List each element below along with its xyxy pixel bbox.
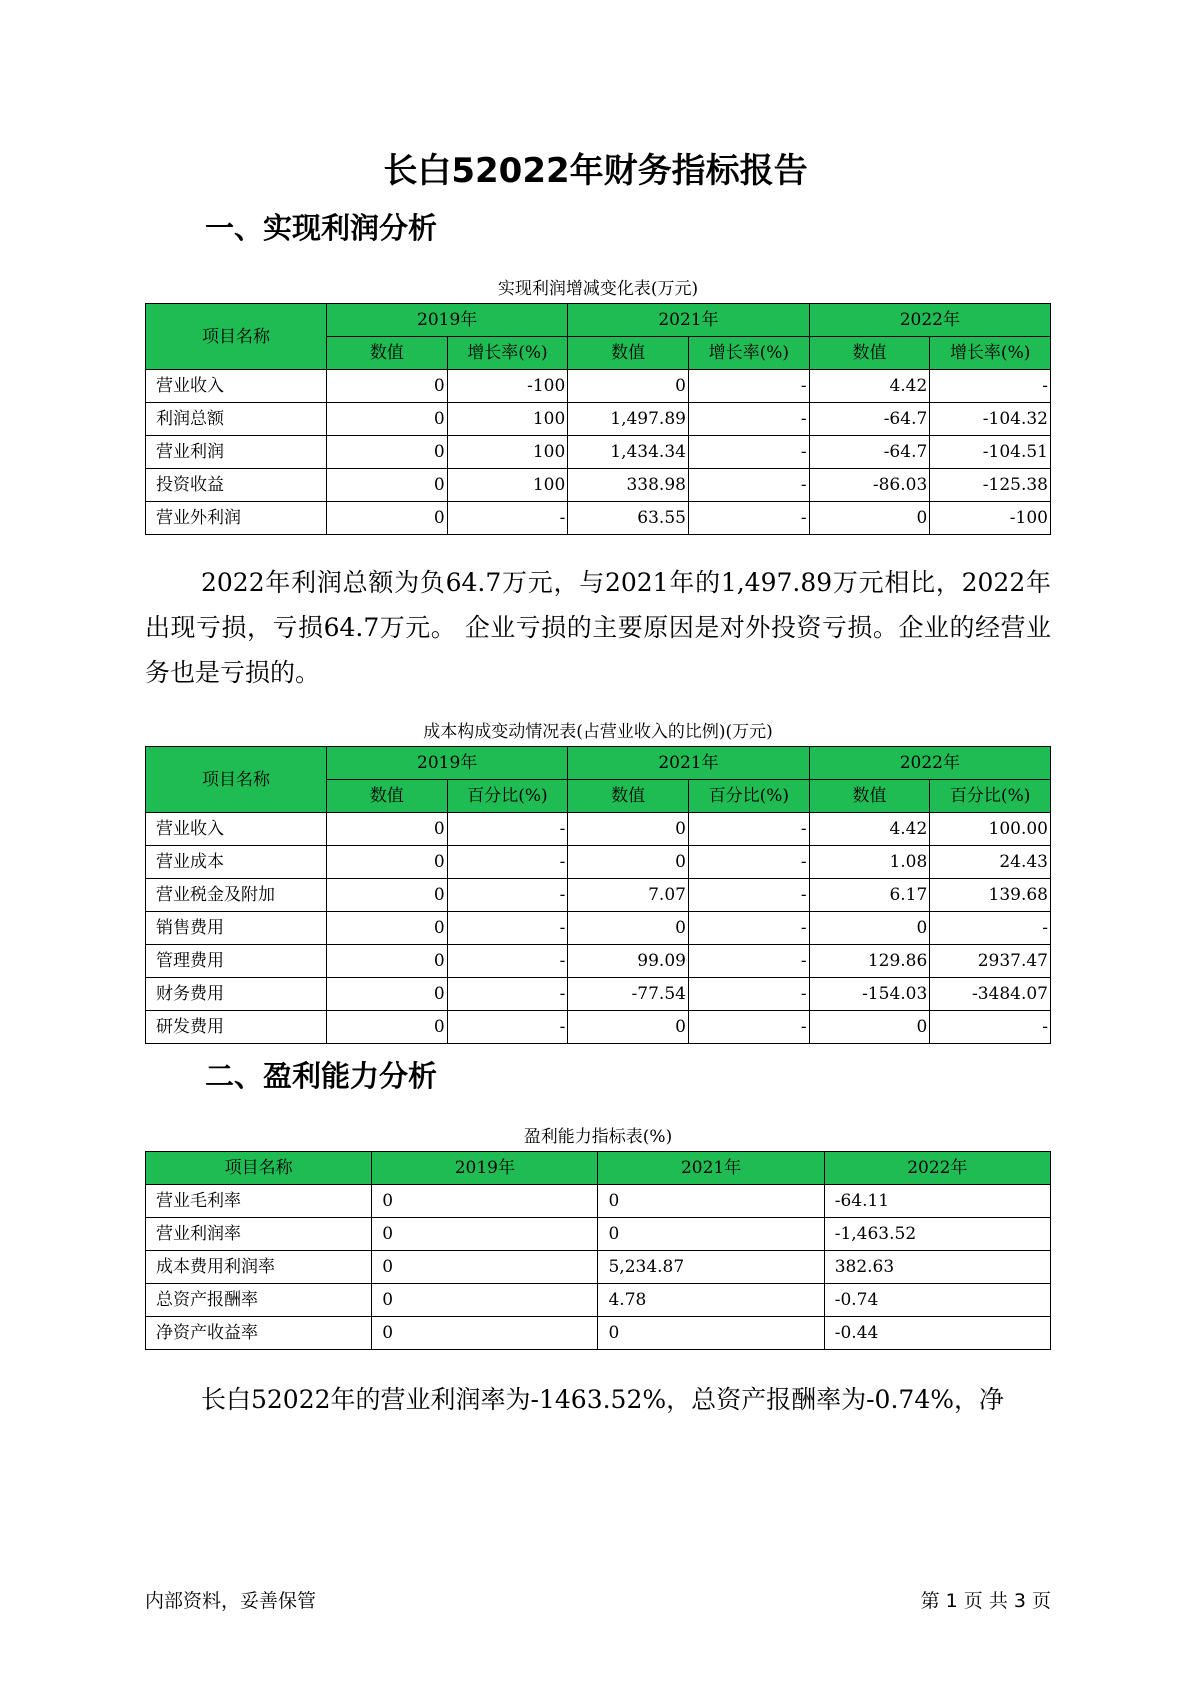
table-cell: 0 [568, 846, 689, 879]
header-year: 2021年 [598, 1152, 824, 1185]
table-cell: - [688, 846, 809, 879]
row-label: 管理费用 [146, 945, 327, 978]
table-cell: 0 [326, 403, 447, 436]
header-year: 2019年 [326, 747, 567, 780]
table-row [146, 1218, 1051, 1251]
table-cell: 338.98 [568, 469, 689, 502]
row-label: 研发费用 [146, 1011, 327, 1044]
table-row [146, 846, 1051, 879]
profitability-table-body [146, 1185, 1051, 1350]
table-cell: 1.08 [809, 846, 930, 879]
row-label: 成本费用利润率 [146, 1251, 372, 1284]
table-cell: 4.42 [809, 370, 930, 403]
table-cell: 4.78 [598, 1284, 824, 1317]
header-year: 2021年 [568, 747, 809, 780]
table-cell: 129.86 [809, 945, 930, 978]
table-cell: -154.03 [809, 978, 930, 1011]
table-cell: - [688, 403, 809, 436]
table-cell: - [447, 945, 568, 978]
table-cell: 0 [326, 846, 447, 879]
row-label: 总资产报酬率 [146, 1284, 372, 1317]
table-cell: 0 [372, 1284, 598, 1317]
table-cell: -100 [930, 502, 1051, 535]
table-cell: -104.32 [930, 403, 1051, 436]
table-cell: - [447, 502, 568, 535]
header-percent: 百分比(%) [930, 780, 1051, 813]
table-cell: 99.09 [568, 945, 689, 978]
table-cell: -0.44 [824, 1317, 1050, 1350]
header-value: 数值 [809, 337, 930, 370]
table-cell: - [447, 846, 568, 879]
table-cell: - [930, 912, 1051, 945]
header-growth-rate: 增长率(%) [688, 337, 809, 370]
table-cell: -64.7 [809, 436, 930, 469]
row-label: 营业税金及附加 [146, 879, 327, 912]
header-percent: 百分比(%) [447, 780, 568, 813]
table-row [146, 912, 1051, 945]
header-year: 2022年 [809, 747, 1050, 780]
table-cell: 0 [372, 1185, 598, 1218]
table-cell: - [688, 978, 809, 1011]
table-cell: 4.42 [809, 813, 930, 846]
row-label: 营业收入 [146, 813, 327, 846]
header-value: 数值 [326, 780, 447, 813]
table-cell: - [688, 502, 809, 535]
table-cell: 100.00 [930, 813, 1051, 846]
table-row [146, 1011, 1051, 1044]
table-cell: 24.43 [930, 846, 1051, 879]
table-cell: - [447, 978, 568, 1011]
table-cell: 6.17 [809, 879, 930, 912]
table-cell: 0 [598, 1218, 824, 1251]
table-cell: 0 [372, 1251, 598, 1284]
table-cell: - [930, 1011, 1051, 1044]
table-row [146, 1284, 1051, 1317]
header-year: 2019年 [326, 304, 567, 337]
row-label: 利润总额 [146, 403, 327, 436]
table-cell: 2937.47 [930, 945, 1051, 978]
table-cell: - [447, 1011, 568, 1044]
table-cell: -64.7 [809, 403, 930, 436]
table-cell: 0 [568, 370, 689, 403]
table-cell: -86.03 [809, 469, 930, 502]
section-heading-profit: 一、实现利润分析 [205, 211, 438, 245]
table-cell: -64.11 [824, 1185, 1050, 1218]
table-row [146, 370, 1051, 403]
table-cell: - [447, 879, 568, 912]
table-cell: - [447, 813, 568, 846]
table-cell: 0 [372, 1218, 598, 1251]
row-label: 营业利润 [146, 436, 327, 469]
table-cell: 1,497.89 [568, 403, 689, 436]
table-row [146, 436, 1051, 469]
header-year: 2022年 [824, 1152, 1050, 1185]
table-row [146, 1251, 1051, 1284]
row-label: 净资产收益率 [146, 1317, 372, 1350]
profit-change-table-body [146, 370, 1051, 535]
table-caption-cost-structure: 成本构成变动情况表(占营业收入的比例)(万元) [423, 722, 773, 742]
header-value: 数值 [326, 337, 447, 370]
table-cell: 0 [326, 945, 447, 978]
table-cell: - [447, 912, 568, 945]
profitability-paragraph: 长白52022年的营业利润率为-1463.52%，总资产报酬率为-0.74%，净 [201, 1385, 1004, 1414]
table-cell: - [688, 879, 809, 912]
cost-structure-table [145, 746, 1051, 1044]
row-label: 营业利润率 [146, 1218, 372, 1251]
header-percent: 百分比(%) [688, 780, 809, 813]
header-item-name: 项目名称 [146, 747, 327, 813]
table-cell: - [930, 370, 1051, 403]
header-item-name: 项目名称 [146, 304, 327, 370]
row-label: 营业成本 [146, 846, 327, 879]
table-cell: 0 [326, 978, 447, 1011]
cost-structure-table-body [146, 813, 1051, 1044]
table-cell: 0 [598, 1185, 824, 1218]
table-cell: 0 [809, 502, 930, 535]
header-value: 数值 [809, 780, 930, 813]
table-cell: 0 [568, 813, 689, 846]
table-row [146, 1317, 1051, 1350]
table-cell: -0.74 [824, 1284, 1050, 1317]
table-row [146, 469, 1051, 502]
row-label: 营业外利润 [146, 502, 327, 535]
table-row [146, 1185, 1051, 1218]
table-cell: - [688, 813, 809, 846]
row-label: 销售费用 [146, 912, 327, 945]
section-heading-profitability: 二、盈利能力分析 [205, 1059, 438, 1093]
table-cell: 0 [326, 502, 447, 535]
header-year: 2019年 [372, 1152, 598, 1185]
table-cell: 100 [447, 403, 568, 436]
table-cell: 0 [372, 1317, 598, 1350]
table-row [146, 502, 1051, 535]
table-row [146, 879, 1051, 912]
table-cell: -104.51 [930, 436, 1051, 469]
table-cell: 382.63 [824, 1251, 1050, 1284]
table-cell: -125.38 [930, 469, 1051, 502]
table-cell: 63.55 [568, 502, 689, 535]
table-cell: - [688, 912, 809, 945]
table-cell: -1,463.52 [824, 1218, 1050, 1251]
table-cell: - [688, 469, 809, 502]
table-cell: 0 [326, 469, 447, 502]
table-cell: 0 [568, 1011, 689, 1044]
header-growth-rate: 增长率(%) [930, 337, 1051, 370]
table-cell: 0 [568, 912, 689, 945]
profit-change-table [145, 303, 1051, 535]
header-year: 2022年 [809, 304, 1050, 337]
table-cell: 139.68 [930, 879, 1051, 912]
table-cell: 0 [809, 912, 930, 945]
table-cell: -77.54 [568, 978, 689, 1011]
table-cell: - [688, 945, 809, 978]
table-cell: -100 [447, 370, 568, 403]
table-cell: - [688, 370, 809, 403]
report-title: 长白52022年财务指标报告 [383, 151, 808, 191]
header-value: 数值 [568, 337, 689, 370]
table-cell: 0 [809, 1011, 930, 1044]
header-year: 2021年 [568, 304, 809, 337]
table-caption-profit-change: 实现利润增减变化表(万元) [497, 279, 699, 299]
footer-page-number: 第 1 页 共 3 页 [920, 1590, 1051, 1612]
row-label: 投资收益 [146, 469, 327, 502]
table-cell: 0 [326, 912, 447, 945]
table-cell: 100 [447, 469, 568, 502]
table-cell: 0 [598, 1317, 824, 1350]
row-label: 营业毛利率 [146, 1185, 372, 1218]
row-label: 财务费用 [146, 978, 327, 1011]
table-row [146, 813, 1051, 846]
profitability-table [145, 1151, 1051, 1350]
table-cell: 0 [326, 370, 447, 403]
header-item-name: 项目名称 [146, 1152, 372, 1185]
table-cell: 0 [326, 813, 447, 846]
table-cell: 0 [326, 436, 447, 469]
header-growth-rate: 增长率(%) [447, 337, 568, 370]
table-cell: - [688, 436, 809, 469]
table-cell: 5,234.87 [598, 1251, 824, 1284]
row-label: 营业收入 [146, 370, 327, 403]
footer-confidential-note: 内部资料，妥善保管 [145, 1590, 317, 1612]
table-caption-profitability: 盈利能力指标表(%) [523, 1127, 673, 1147]
table-cell: 0 [326, 1011, 447, 1044]
table-cell: 0 [326, 879, 447, 912]
table-row [146, 945, 1051, 978]
table-cell: -3484.07 [930, 978, 1051, 1011]
table-row [146, 403, 1051, 436]
profit-analysis-paragraph: 2022年利润总额为负64.7万元，与2021年的1,497.89万元相比，2022年出现亏损，亏损64.7万元。 企业亏损的主要原因是对外投资亏损。企业的经营业务也是亏损的。 [145, 568, 1051, 687]
table-cell: - [688, 1011, 809, 1044]
table-cell: 7.07 [568, 879, 689, 912]
table-cell: 1,434.34 [568, 436, 689, 469]
header-value: 数值 [568, 780, 689, 813]
table-row [146, 978, 1051, 1011]
table-cell: 100 [447, 436, 568, 469]
